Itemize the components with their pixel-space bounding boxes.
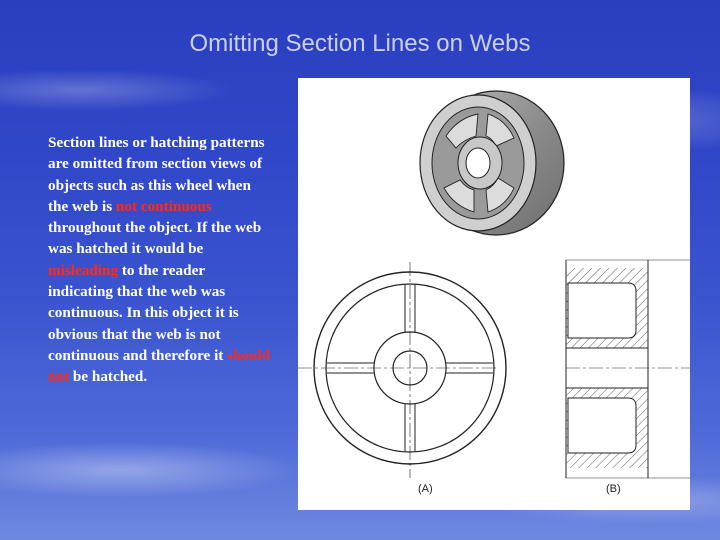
wheel-drawing — [298, 78, 690, 510]
isometric-wheel — [420, 91, 564, 235]
text-part-3: to the reader indicating that the web was continuous. In this object it is obvious that the web is not continuous and therefore it — [48, 261, 239, 364]
text-part-2: throughout the object. If the web was hatched it would be — [48, 219, 262, 258]
highlight-not-continuous: not continuous — [115, 197, 212, 215]
slide-title: Omitting Section Lines on Webs — [189, 30, 531, 57]
highlight-should-not: should not — [48, 346, 271, 386]
label-b: (B) — [606, 483, 621, 495]
section-view-b — [566, 260, 690, 478]
body-paragraph — [48, 132, 273, 388]
front-view-a — [298, 262, 506, 478]
text-part-1: Section lines or hatching patterns are omitted from section views of objects such as this wheel when the web is — [48, 134, 265, 215]
wheel-drawing-figure — [298, 78, 690, 510]
text-part-4: be hatched. — [69, 368, 148, 386]
highlight-misleading: misleading — [48, 261, 119, 279]
label-a: (A) — [418, 483, 433, 495]
